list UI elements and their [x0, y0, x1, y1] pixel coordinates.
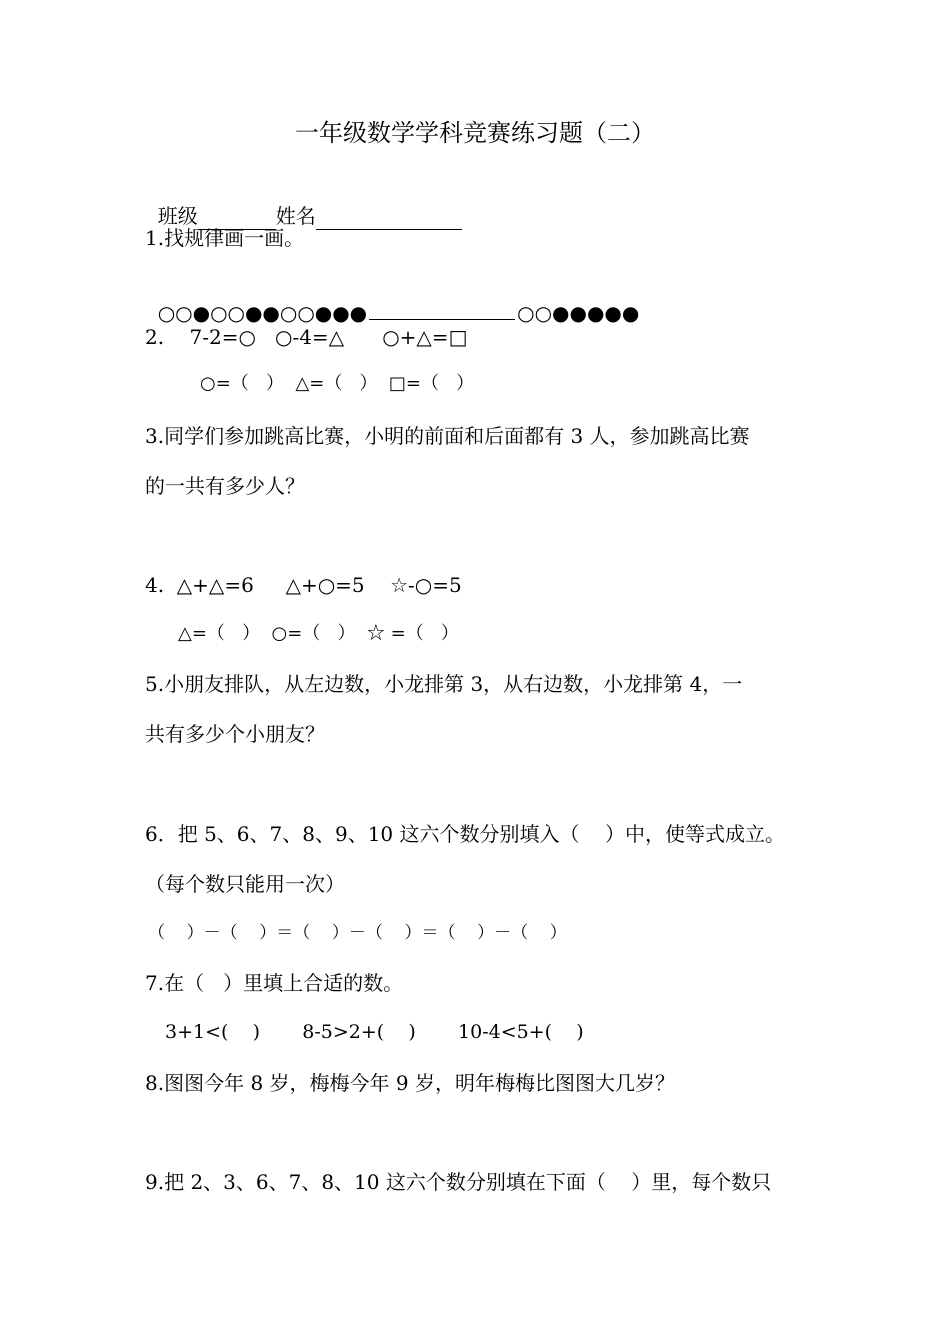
question-6-equation: （ ）－（ ）＝（ ）－（ ）＝（ ）－（ ）	[148, 923, 567, 943]
question-7-line-2: 3+1<( ) 8-5>2+( ) 10-4<5+( )	[165, 1021, 584, 1043]
question-2-answers: ○=（ ） △=（ ） □=（ ）	[200, 373, 475, 394]
question-8-line-1: 8.图图今年 8 岁，梅梅今年 9 岁，明年梅梅比图图大几岁？	[145, 1071, 675, 1095]
question-3-line-2: 的一共有多少人？	[145, 474, 305, 498]
question-1-text: 1.找规律画一画。	[145, 226, 305, 250]
question-1-sequence	[145, 271, 639, 327]
question-9-line-1: 9.把 2、3、6、7、8、10 这六个数分别填在下面（ ）里，每个数只	[145, 1170, 772, 1194]
question-6-line-2: （每个数只能用一次）	[145, 872, 345, 896]
student-info-row	[145, 174, 462, 230]
name-label: 姓名	[275, 204, 316, 228]
question-2-equations: 2. 7-2=○ ○-4=△ ○+△=□	[145, 325, 468, 349]
question-4-equations: 4. △+△=6 △+○=5 ☆-○=5	[145, 573, 462, 597]
sequence-left: ○○●○○●●○○●●●	[157, 301, 368, 325]
sequence-answer-blank[interactable]	[369, 301, 515, 320]
question-5-line-1: 5.小朋友排队，从左边数，小龙排第 3，从右边数，小龙排第 4，一	[145, 672, 743, 696]
question-3-line-1: 3.同学们参加跳高比赛，小明的前面和后面都有 3 人，参加跳高比赛	[145, 424, 750, 448]
question-5-line-2: 共有多少个小朋友？	[145, 722, 325, 746]
name-field[interactable]	[316, 207, 462, 230]
question-7-line-1: 7.在（ ）里填上合适的数。	[145, 971, 404, 995]
sequence-right: ○○●●●●●	[517, 301, 640, 325]
question-6-line-1: 6．把 5、6、7、8、9、10 这六个数分别填入（ ）中，使等式成立。	[145, 822, 785, 846]
class-label: 班级	[157, 204, 198, 228]
page-title: 一年级数学学科竞赛练习题（二）	[295, 119, 655, 147]
question-4-answers: △=（ ） ○=（ ） ☆ =（ ）	[178, 623, 459, 644]
